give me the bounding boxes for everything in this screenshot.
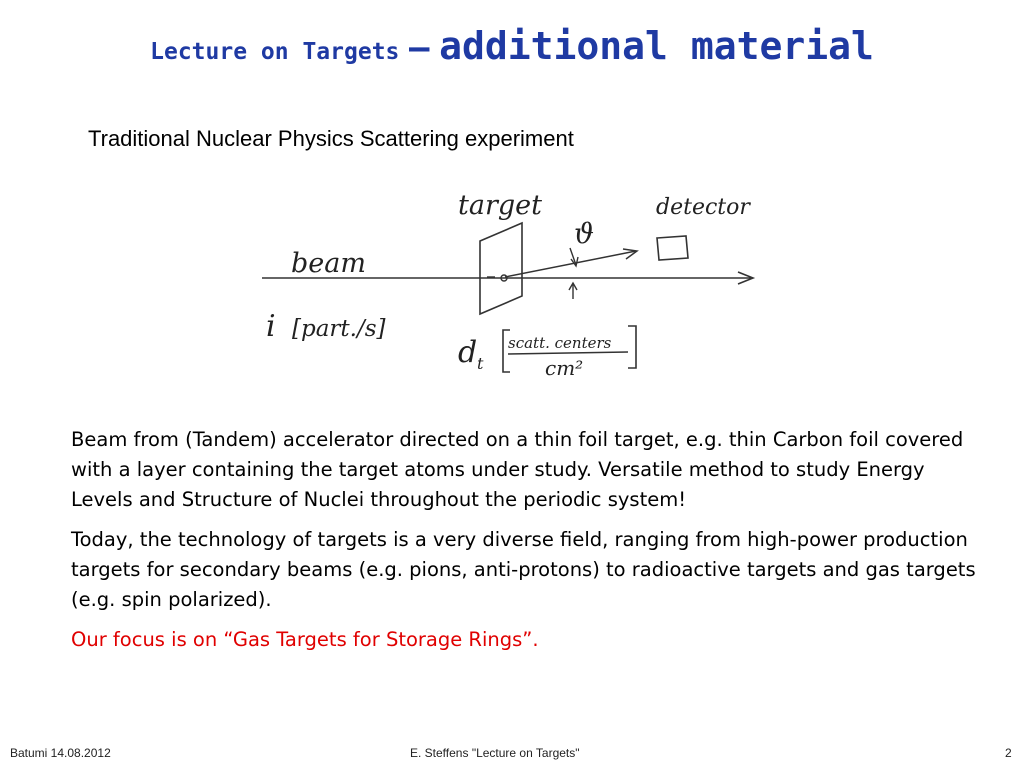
target-foil bbox=[480, 223, 522, 314]
scattered-ray bbox=[505, 251, 636, 277]
footer-page-number: 2 bbox=[1005, 746, 1012, 760]
bracket-right bbox=[628, 326, 636, 368]
diagram-caption: Traditional Nuclear Physics Scattering experiment bbox=[88, 126, 574, 151]
label-theta: ϑ bbox=[574, 217, 595, 250]
scattered-arrowhead bbox=[623, 249, 637, 259]
footer-author: E. Steffens "Lecture on Targets" bbox=[410, 746, 580, 760]
label-dt-sub: t bbox=[477, 354, 484, 373]
label-dt: d bbox=[458, 335, 478, 370]
paragraph-beam: Beam from (Tandem) accelerator directed on a thin foil target, e.g. thin Carbon foil covered with a layer containing the target atoms under study. Versatile method to study Energy Levels and Structure of Nuclei throughout the periodic system! bbox=[71, 428, 964, 511]
detector-box bbox=[657, 236, 688, 260]
label-detector: detector bbox=[656, 195, 750, 220]
body-text bbox=[71, 425, 986, 665]
paragraph-focus: Our focus is on “Gas Targets for Storage Rings”. bbox=[71, 628, 539, 651]
label-cm2: cm² bbox=[545, 356, 584, 380]
title-dash: – bbox=[409, 28, 430, 68]
label-unit-i: [part./s] bbox=[292, 316, 386, 342]
label-scatt-centers: scatt. centers bbox=[508, 334, 612, 352]
label-beam: beam bbox=[291, 248, 366, 279]
paragraph-today: Today, the technology of targets is a very diverse field, ranging from high-power production targets for secondary beams (e.g. pions, anti-protons) to radioactive targets and gas targets (e.g. spin polarized). bbox=[71, 528, 976, 611]
fraction-bar bbox=[508, 352, 628, 354]
label-i: i bbox=[266, 309, 276, 344]
footer-date: Batumi 14.08.2012 bbox=[10, 746, 111, 760]
label-target: target bbox=[458, 190, 542, 221]
title-big: additional material bbox=[439, 24, 874, 68]
title-small: Lecture on Targets bbox=[150, 39, 400, 65]
